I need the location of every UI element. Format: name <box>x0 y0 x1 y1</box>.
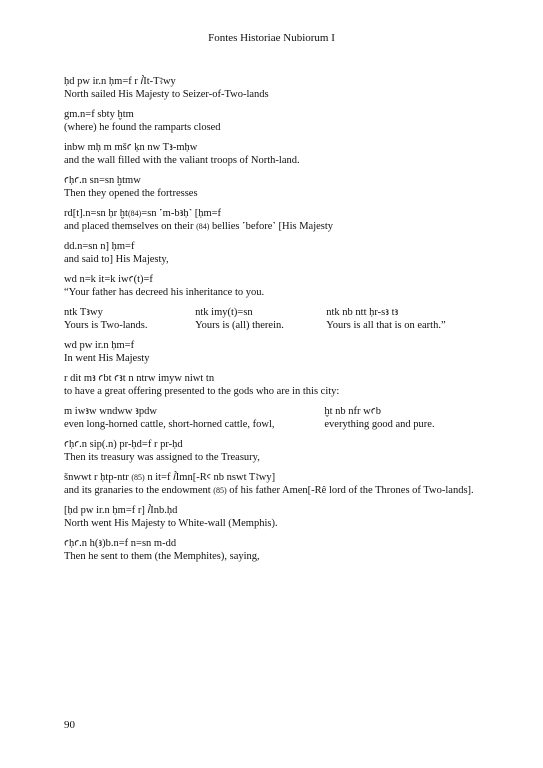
translation-line: and the wall filled with the valiant troops of North-land. <box>64 154 300 166</box>
transliteration-text: rd[t].n=sn ḥr ḫt <box>64 208 128 219</box>
passage-block <box>64 274 484 299</box>
transliteration-text: =sn ˹m-bꜣḥ˺ [ḥm=f <box>141 208 222 219</box>
transliteration-row <box>64 307 484 320</box>
transliteration-line: ꜥḥꜥ.n h(ꜣ)b.n=f n=sn m-dd <box>64 538 177 549</box>
passage-block <box>64 109 484 134</box>
translation-row <box>64 419 484 432</box>
translation-line: “Your father has decreed his inheritance to you. <box>64 286 265 298</box>
translation-row <box>64 320 484 333</box>
transliteration-line: [ḥd pw ir.n ḥm=f r] ꞽInb.ḥd <box>64 505 178 516</box>
passage-block <box>64 175 484 200</box>
transliteration-line: inbw mḥ m mšꜥ ḳn nw Tꜣ-mḥw <box>64 142 198 153</box>
translation-line: Then its treasury was assigned to the Treasury, <box>64 451 260 463</box>
translation-line: In went His Majesty <box>64 352 150 364</box>
passage-block <box>64 241 484 266</box>
passage-block <box>64 340 484 365</box>
line-number-marker: (84) <box>196 221 210 231</box>
passage-block <box>64 439 484 464</box>
passage-block <box>64 472 484 497</box>
translation-text: and placed themselves on their <box>64 220 197 232</box>
translation-line: (where) he found the ramparts closed <box>64 121 221 133</box>
passage-block <box>64 142 484 167</box>
passage-block-two-column <box>64 406 484 431</box>
transliteration-text: n it=f ꞽImn[-Rꜥ nb nswt Tꜣwy] <box>144 472 276 483</box>
transliteration-cell: ntk nb ntt ḥr-sꜣ tꜣ <box>326 307 399 318</box>
running-header: Fontes Historiae Nubiorum I <box>208 32 335 44</box>
transliteration-line: dd.n=sn n] ḥm=f <box>64 241 135 252</box>
translation-cell: everything good and pure. <box>324 418 435 430</box>
translation-line: Then they opened the fortresses <box>64 187 198 199</box>
translation-cell: Yours is (all) therein. <box>195 319 284 331</box>
transliteration-line <box>64 208 484 221</box>
transliteration-line: gm.n=f sbty ḫtm <box>64 109 134 120</box>
translation-line: North sailed His Majesty to Seizer-of-Two-lands <box>64 88 269 100</box>
translation-cell: Yours is all that is on earth.” <box>326 319 446 331</box>
transliteration-line: r dit mꜣ ꜥbt ꜥꜣt n ntrw imyw niwt tn <box>64 373 215 384</box>
transliteration-line: wd n=k it=k iwꜥ(t)=f <box>64 274 153 285</box>
translation-line <box>64 485 484 498</box>
passage-block-three-column <box>64 307 484 332</box>
passage-block <box>64 76 484 101</box>
transliteration-cell: ḫt nb nfr wꜥb <box>324 406 381 417</box>
translation-text: of his father Amen[-Rê lord of the Thrones of Two-lands]. <box>226 484 474 496</box>
text-body <box>64 76 484 571</box>
translation-text: bellies ˹before˺ [His Majesty <box>209 220 334 232</box>
transliteration-line: ꜥḥꜥ.n sip(.n) pr-ḥd=f r pr-ḥd <box>64 439 183 450</box>
line-number-marker: (85) <box>131 473 145 482</box>
translation-line: and said to] His Majesty, <box>64 253 169 265</box>
translation-line <box>64 221 484 234</box>
passage-block <box>64 373 484 398</box>
line-number-marker: (84) <box>127 209 142 218</box>
transliteration-line: ꜥḥꜥ.n sn=sn ḫtmw <box>64 175 141 186</box>
passage-block <box>64 208 484 233</box>
transliteration-cell: ntk imy(t)=sn <box>195 307 253 318</box>
passage-block <box>64 505 484 530</box>
translation-cell: even long-horned cattle, short-horned cattle, fowl, <box>64 418 275 430</box>
line-number-marker: (85) <box>213 485 227 495</box>
transliteration-cell: m iwꜣw wndww ꜣpdw <box>64 406 157 417</box>
transliteration-text: šnwwt r ḥtp-ntr <box>64 472 132 483</box>
translation-line: to have a great offering presented to the gods who are in this city: <box>64 385 340 397</box>
transliteration-line: ḥd pw ir.n ḥm=f r ꞽIt-Tꜣwy <box>64 76 176 87</box>
transliteration-line: wd pw ir.n ḥm=f <box>64 340 135 351</box>
translation-line: Then he sent to them (the Memphites), saying, <box>64 550 260 562</box>
translation-cell: Yours is Two-lands. <box>64 319 148 331</box>
passage-block <box>64 538 484 563</box>
translation-text: and its granaries to the endowment <box>64 484 214 496</box>
translation-line: North went His Majesty to White-wall (Memphis). <box>64 517 278 529</box>
page-number: 90 <box>64 719 75 731</box>
transliteration-line <box>64 472 484 485</box>
transliteration-cell: ntk Tꜣwy <box>64 307 103 318</box>
transliteration-row <box>64 406 484 419</box>
